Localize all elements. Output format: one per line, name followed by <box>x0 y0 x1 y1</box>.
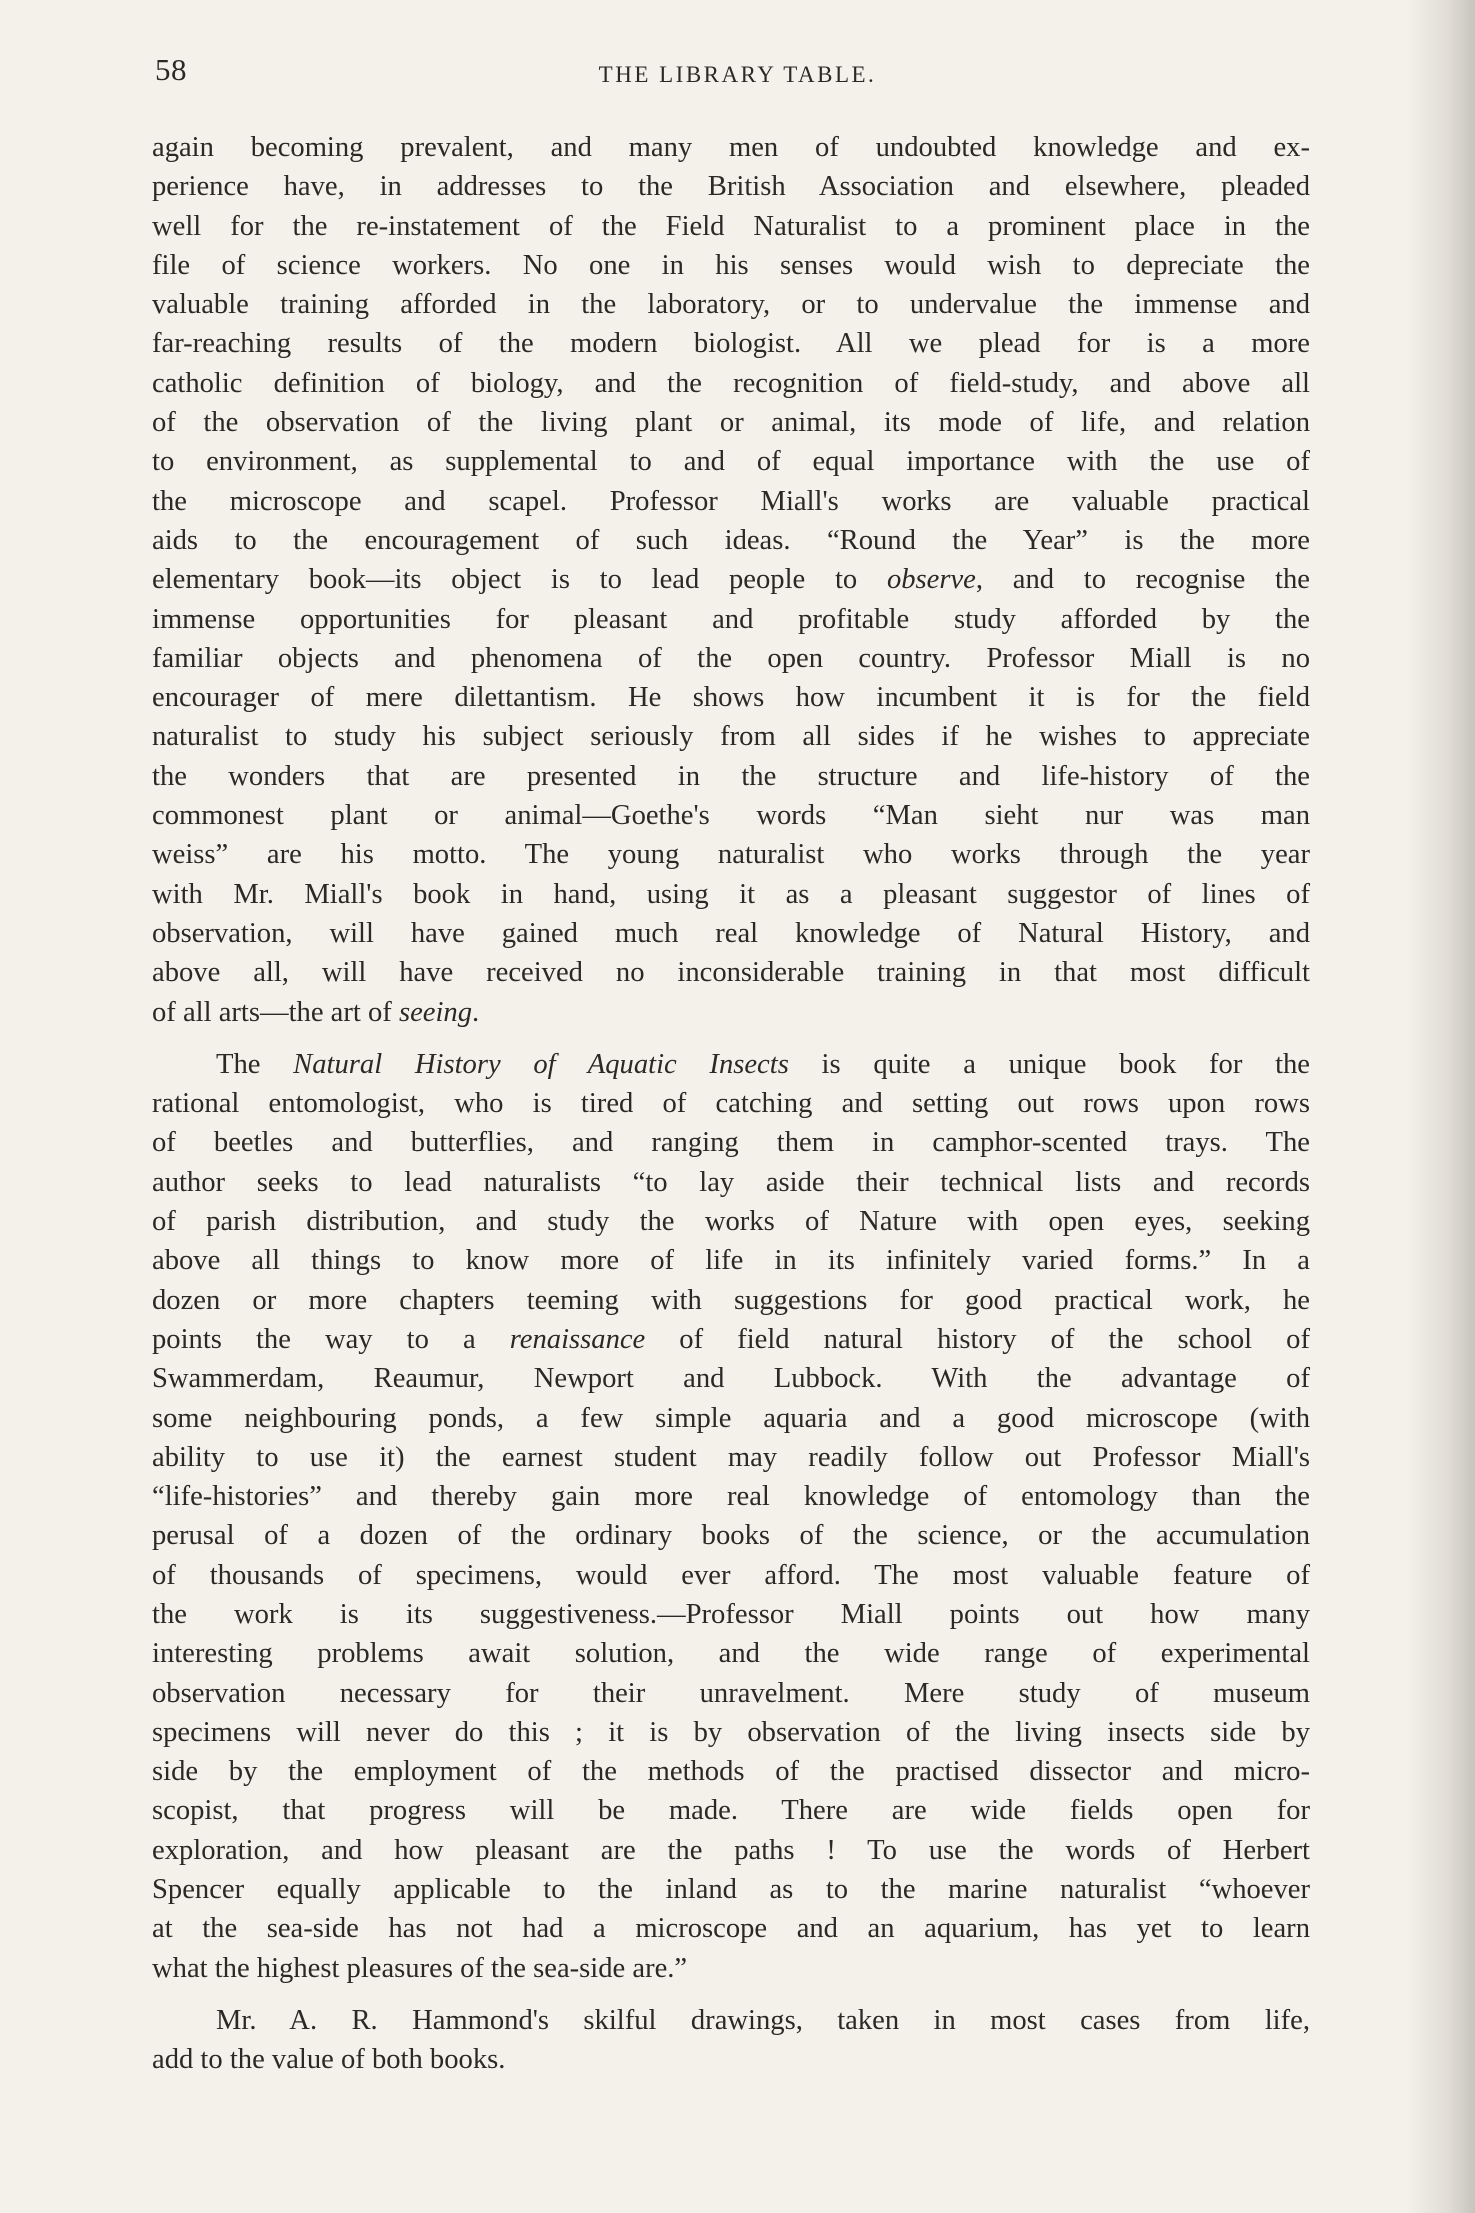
text-line <box>152 1438 1310 1477</box>
text-run: elementary book—its object is to lead people to <box>152 564 887 596</box>
text-line <box>152 875 1310 914</box>
text-run: what the highest pleasures of the sea-side are.” <box>152 1952 688 1984</box>
text-line <box>152 1359 1310 1398</box>
text-run: of thousands of specimens, would ever afford. The most valuable feature of <box>152 1559 1310 1591</box>
text-run: . <box>472 996 480 1028</box>
text-line <box>152 1045 1310 1084</box>
text-run: valuable training afforded in the laboratory, or to undervalue the immense and <box>152 289 1310 321</box>
text-run: immense opportunities for pleasant and profitable study afforded by the <box>152 603 1310 635</box>
text-run: well for the re-instatement of the Field Naturalist to a prominent place in the <box>152 210 1310 242</box>
paragraph-gap <box>152 1032 1310 1045</box>
text-run: exploration, and how pleasant are the paths ! To use the words of Herbert <box>152 1834 1310 1866</box>
text-run: file of science workers. No one in his senses would wish to depreciate the <box>152 249 1310 281</box>
italic-text: renaissance <box>509 1323 646 1355</box>
text-run: some neighbouring ponds, a few simple aquaria and a good microscope (with <box>152 1402 1310 1434</box>
text-line <box>152 1674 1310 1713</box>
text-run: naturalist to study his subject seriously from all sides if he wishes to appreciate <box>152 721 1310 753</box>
text-line <box>152 600 1310 639</box>
text-line <box>152 1477 1310 1516</box>
text-run: author seeks to lead naturalists “to lay aside their technical lists and records <box>152 1166 1310 1198</box>
text-run: perience have, in addresses to the British Association and elsewhere, pleaded <box>152 171 1310 203</box>
text-line <box>152 2001 1310 2040</box>
text-run: familiar objects and phenomena of the open country. Professor Miall is no <box>152 642 1310 674</box>
text-line <box>152 1320 1310 1359</box>
text-run: to environment, as supplemental to and of equal importance with the use of <box>152 446 1310 478</box>
text-line <box>152 1752 1310 1791</box>
text-run: , and to recognise the <box>975 564 1310 596</box>
text-run: above all, will have received no inconsiderable training in that most difficult <box>152 957 1310 989</box>
text-run: observation, will have gained much real knowledge of Natural History, and <box>152 917 1310 949</box>
paragraph-gap <box>152 1988 1310 2001</box>
text-line <box>152 639 1310 678</box>
text-run: again becoming prevalent, and many men of undoubted knowledge and ex- <box>152 132 1310 163</box>
text-line <box>152 207 1310 246</box>
text-run: ability to use it) the earnest student may readily follow out Professor Miall's <box>152 1441 1310 1473</box>
text-line <box>152 364 1310 403</box>
text-line <box>152 835 1310 874</box>
text-run: of field natural history of the school of <box>645 1323 1310 1355</box>
text-line <box>152 167 1310 206</box>
text-run: Mr. A. R. Hammond's skilful drawings, taken in most cases from life, <box>216 2004 1310 2036</box>
text-line <box>152 1399 1310 1438</box>
text-run: add to the value of both books. <box>152 2044 506 2076</box>
text-run: points the way to a <box>152 1323 510 1355</box>
text-run: observation necessary for their unravelment. Mere study of museum <box>152 1677 1310 1709</box>
text-line <box>152 1202 1310 1241</box>
text-run: commonest plant or animal—Goethe's words “Man sieht nur was man <box>152 800 1310 832</box>
text-run: rational entomologist, who is tired of catching and setting out rows upon rows <box>152 1088 1310 1120</box>
text-run: above all things to know more of life in its infinitely varied forms.” In a <box>152 1245 1310 1277</box>
text-line <box>152 1084 1310 1123</box>
text-line <box>152 324 1310 363</box>
text-run: Swammerdam, Reaumur, Newport and Lubbock. With the advantage of <box>152 1363 1310 1395</box>
text-line <box>152 1163 1310 1202</box>
text-line <box>152 796 1310 835</box>
text-run: specimens will never do this ; it is by observation of the living insects side by <box>152 1716 1310 1748</box>
text-run: of all arts—the art of <box>152 996 399 1028</box>
text-run: perusal of a dozen of the ordinary books of the science, or the accumulation <box>152 1520 1310 1552</box>
text-line <box>152 246 1310 285</box>
text-line <box>152 1281 1310 1320</box>
running-title: THE LIBRARY TABLE. <box>598 62 877 87</box>
text-run: with Mr. Miall's book in hand, using it as a pleasant suggestor of lines of <box>152 878 1310 910</box>
text-line <box>152 521 1310 560</box>
italic-text: seeing <box>398 996 472 1028</box>
text-run: of beetles and butterflies, and ranging them in camphor-scented trays. The <box>152 1127 1310 1159</box>
text-line <box>152 717 1310 756</box>
text-run: aids to the encouragement of such ideas. “Round the Year” is the more <box>152 524 1310 556</box>
text-line <box>152 757 1310 796</box>
text-line <box>152 1949 1310 1988</box>
text-run: of parish distribution, and study the works of Nature with open eyes, seeking <box>152 1206 1310 1238</box>
text-line <box>152 442 1310 481</box>
text-run: the work is its suggestiveness.—Professor Miall points out how many <box>152 1598 1310 1630</box>
text-run: scopist, that progress will be made. There are wide fields open for <box>152 1795 1310 1827</box>
text-run: interesting problems await solution, and the wide range of experimental <box>152 1638 1310 1670</box>
text-line <box>152 1516 1310 1555</box>
italic-text: Natural History of Aquatic Insects <box>293 1048 789 1080</box>
text-run: far-reaching results of the modern biologist. All we plead for is a more <box>152 328 1310 360</box>
text-line <box>152 128 1310 167</box>
text-line <box>152 953 1310 992</box>
page-edge-shadow <box>1405 0 1475 2213</box>
text-line <box>152 1791 1310 1830</box>
text-run: The <box>216 1048 294 1080</box>
text-run: Spencer equally applicable to the inland as to the marine naturalist “whoever <box>152 1874 1310 1906</box>
text-run: weiss” are his motto. The young naturalist who works through the year <box>152 839 1310 871</box>
italic-text: observe <box>886 564 976 596</box>
text-line <box>152 285 1310 324</box>
text-line <box>152 560 1310 599</box>
text-run: “life-histories” and thereby gain more real knowledge of entomology than the <box>152 1481 1310 1513</box>
text-line <box>152 2040 1310 2079</box>
text-run: encourager of mere dilettantism. He shows how incumbent it is for the field <box>152 682 1310 714</box>
text-line <box>152 403 1310 442</box>
text-line <box>152 914 1310 953</box>
text-run: the wonders that are presented in the structure and life-history of the <box>152 760 1310 792</box>
text-run: dozen or more chapters teeming with suggestions for good practical work, he <box>152 1284 1310 1316</box>
text-line <box>152 1713 1310 1752</box>
text-line <box>152 678 1310 717</box>
text-line <box>152 1634 1310 1673</box>
text-line <box>152 1870 1310 1909</box>
text-line <box>152 1909 1310 1948</box>
article-body <box>152 128 1310 2080</box>
text-run: catholic definition of biology, and the recognition of field-study, and above all <box>152 367 1310 399</box>
text-line <box>152 1831 1310 1870</box>
text-line <box>152 482 1310 521</box>
text-line <box>152 1241 1310 1280</box>
text-line <box>152 1123 1310 1162</box>
text-run: the microscope and scapel. Professor Miall's works are valuable practical <box>152 485 1310 517</box>
text-run: of the observation of the living plant or animal, its mode of life, and relation <box>152 407 1310 439</box>
text-line <box>152 1595 1310 1634</box>
page-number: 58 <box>155 52 187 87</box>
text-line <box>152 993 1310 1032</box>
text-line <box>152 1556 1310 1595</box>
text-run: side by the employment of the methods of the practised dissector and micro- <box>152 1756 1310 1788</box>
text-run: at the sea-side has not had a microscope and an aquarium, has yet to learn <box>152 1913 1310 1945</box>
text-run: is quite a unique book for the <box>788 1048 1310 1080</box>
